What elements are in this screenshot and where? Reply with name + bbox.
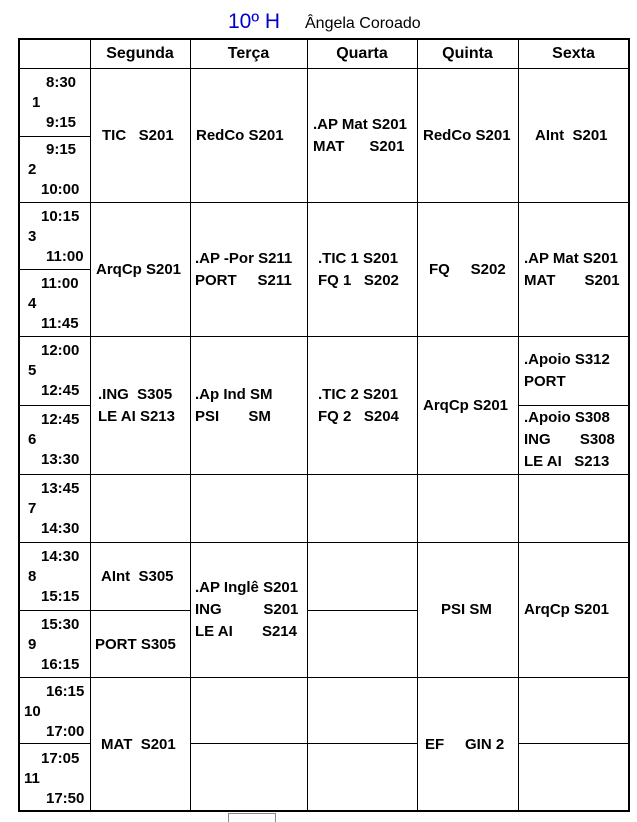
teacher-name: Ângela Coroado: [305, 15, 421, 32]
period-number: 9: [28, 636, 37, 653]
lesson-cell: LE AI S214: [195, 623, 297, 640]
lesson-cell: .AP Mat S201: [313, 116, 407, 133]
lesson-cell: FQ S202: [429, 261, 506, 278]
period-number: 5: [28, 362, 37, 379]
period-start-time: 14:30: [41, 548, 80, 565]
period-number: 4: [28, 295, 37, 312]
lesson-cell: .Apoio S308: [524, 409, 610, 426]
lesson-cell: AInt S201: [535, 127, 608, 144]
period-end-time: 11:00: [46, 248, 84, 265]
period-start-time: 12:00: [41, 342, 80, 359]
day-header-sexta: Sexta: [552, 45, 595, 62]
period-start-time: 12:45: [41, 411, 80, 428]
period-start-time: 9:15: [46, 141, 77, 158]
day-header-segunda: Segunda: [106, 45, 174, 62]
period-number: 2: [28, 161, 37, 178]
lesson-cell: PORT: [524, 373, 566, 390]
period-end-time: 10:00: [41, 181, 80, 198]
period-number: 1: [32, 94, 41, 111]
day-header-terca: Terça: [227, 45, 270, 62]
lesson-cell: RedCo S201: [423, 127, 511, 144]
lesson-cell: .Ap Ind SM: [195, 386, 273, 403]
period-end-time: 11:45: [41, 315, 79, 332]
period-end-time: 15:15: [41, 588, 80, 605]
lesson-cell: RedCo S201: [196, 127, 284, 144]
lesson-cell: MAT S201: [524, 272, 620, 289]
lesson-cell: PORT S211: [195, 272, 292, 289]
lesson-cell: .AP Inglê S201: [195, 579, 299, 596]
day-header-quarta: Quarta: [336, 45, 388, 62]
lesson-cell: .AP -Por S211: [195, 250, 293, 267]
lesson-cell: ArqCp S201: [423, 397, 509, 414]
period-number: 11: [24, 770, 40, 787]
period-start-time: 13:45: [41, 480, 80, 497]
lesson-cell: PORT S305: [95, 636, 176, 653]
lesson-cell: ArqCp S201: [524, 601, 610, 618]
day-header-quinta: Quinta: [442, 45, 493, 62]
period-end-time: 12:45: [41, 382, 80, 399]
lesson-cell: .TIC 2 S201: [318, 386, 399, 403]
period-end-time: 14:30: [41, 520, 80, 537]
class-name: 10º H: [228, 10, 281, 33]
period-end-time: 9:15: [46, 114, 77, 131]
period-start-time: 16:15: [46, 683, 85, 700]
lesson-cell: PSI SM: [195, 408, 271, 425]
period-end-time: 13:30: [41, 451, 80, 468]
page-tab: [228, 813, 276, 822]
period-start-time: 8:30: [46, 74, 77, 91]
timetable-header: [0, 8, 637, 36]
period-end-time: 17:00: [46, 723, 85, 740]
lesson-cell: MAT S201: [101, 736, 176, 753]
period-number: 8: [28, 568, 37, 585]
lesson-cell: PSI SM: [441, 601, 492, 618]
period-start-time: 15:30: [41, 616, 80, 633]
lesson-cell: MAT S201: [313, 138, 405, 155]
lesson-cell: .Apoio S312: [524, 351, 610, 368]
lesson-cell: FQ 1 S202: [318, 272, 399, 289]
lesson-cell: .ING S305: [98, 386, 173, 403]
lesson-cell: EF GIN 2: [425, 736, 505, 753]
lesson-cell: ING S201: [195, 601, 299, 618]
lesson-cell: ING S308: [524, 431, 615, 448]
lesson-cell: ArqCp S201: [96, 261, 182, 278]
lesson-cell: LE AI S213: [524, 453, 610, 470]
lesson-cell: TIC S201: [102, 127, 174, 144]
lesson-cell: AInt S305: [101, 568, 174, 585]
period-number: 10: [24, 703, 41, 720]
period-end-time: 17:50: [46, 790, 85, 807]
period-start-time: 10:15: [41, 208, 80, 225]
lesson-cell: LE AI S213: [98, 408, 175, 425]
period-start-time: 17:05: [41, 750, 80, 767]
lesson-cell: .AP Mat S201: [524, 250, 618, 267]
period-number: 6: [28, 431, 37, 448]
lesson-cell: FQ 2 S204: [318, 408, 399, 425]
period-number: 7: [28, 500, 37, 517]
period-start-time: 11:00: [41, 275, 79, 292]
lesson-cell: .TIC 1 S201: [318, 250, 399, 267]
period-number: 3: [28, 228, 37, 245]
period-end-time: 16:15: [41, 656, 80, 673]
